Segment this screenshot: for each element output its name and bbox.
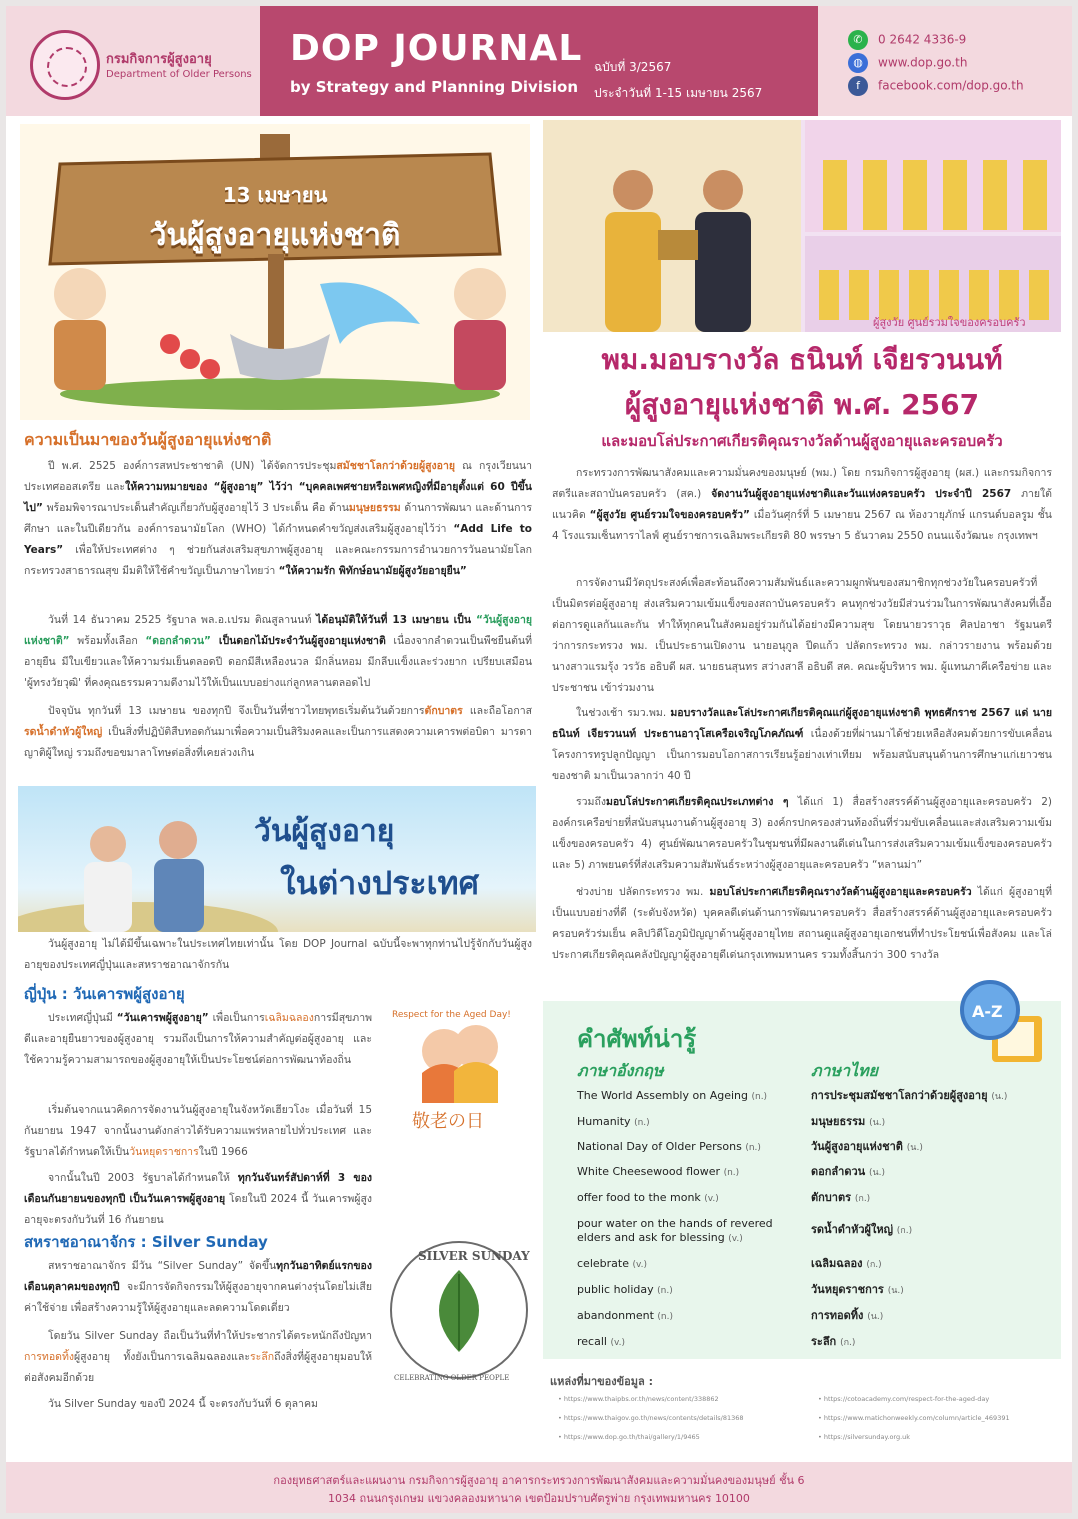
japan-paragraph-1: ประเทศญี่ปุ่นมี “วันเคารพผู้สูงอายุ” เพื่อเป็นการเฉลิมฉลองการมีสุขภาพดีและอายุยืนยาวของผู้สูงอายุ รวมถึงเป็นการให้ความสำคัญต่อผู้สูงอายุ และใช้ความรู้ความสามารถของผู้สูงอายุให้เป็นประโยชน์ต่อการพัฒนาท้องถิ่น <box>24 1012 373 1066</box>
contact-facebook[interactable] <box>848 76 1024 96</box>
glossary-term-en: offer food to the monk (v.) <box>577 1191 719 1204</box>
elderly-day-abroad-banner <box>18 786 536 932</box>
glossary-term-en: recall (v.) <box>577 1335 625 1348</box>
japan-paragraph-3: จากนั้นในปี 2003 รัฐบาลได้กำหนดให้ ทุกวันจันทร์สัปดาห์ที่ 3 ของเดือนกันยายนของทุกปี เป็นวันเคารพผู้สูงอายุ โดยในปี 2024 นี้ วันเคารพผู้สูงอายุจะตรงกับวันที่ 16 กันยายน <box>24 1172 372 1226</box>
glossary-term-th: วันผู้สูงอายุแห่งชาติ (น.) <box>811 1140 923 1153</box>
japan-heading: ญี่ปุ่น : วันเคารพผู้สูงอายุ <box>24 985 185 1003</box>
contact-phone <box>848 30 966 50</box>
abroad-title-line-1: วันผู้สูงอายุ <box>254 814 395 849</box>
glossary-term-en: celebrate (v.) <box>577 1257 647 1270</box>
journal-page <box>6 6 1072 1513</box>
award-paragraph-1: กระทรวงการพัฒนาสังคมและความมั่นคงของมนุษย์ (พม.) โดย กรมกิจการผู้สูงอายุ (ผส.) และกรมกิจการสตรีและสถาบันครอบครัว (สค.) จัดงานวันผู้สูงอายุแห่งชาติและวันแห่งครอบครัว ประจำปี 2567 ภายใต้แนวคิด “ผู้สูงวัย ศูนย์รวมใจของครอบครัว” เมื่อวันศุกร์ที่ 5 เมษายน 2567 ณ ห้องวายุภักษ์ แกรนด์บอลรูม ชั้น 4 โรงแรมเซ็นทาราไลฟ์ ศูนย์ราชการเฉลิมพระเกียรติ 80 พรรษา 5 ธันวาคม 2550 ถนนแจ้งวัฒนะ กรุงเทพฯ <box>552 467 1052 542</box>
award-paragraph-3: ในช่วงเช้า รมว.พม. มอบรางวัลและโล่ประกาศเกียรติคุณแก่ผู้สูงอายุแห่งชาติ พุทธศักราช 2567 แด่ นายธนินท์ เจียรวนนท์ ประธานอาวุโสเครือเจริญโภคภัณฑ์ เนื่องด้วยที่ผ่านมาได้ช่วยเหลือสังคมด้วยการขับเคลื่อนโครงการทรูปลูกปัญญา เป็นการมอบโอกาสการเรียนรู้อย่างเท่าเทียม พร้อมสนับสนุนด้านการศึกษาแก่เยาวชนของชาติ มาเป็นเวลากว่า 40 ปี <box>552 707 1052 782</box>
glossary-term-th: มนุษยธรรม (น.) <box>811 1115 886 1128</box>
website-link[interactable]: www.dop.go.th <box>878 55 968 70</box>
source-link[interactable]: • https://www.matichonweekly.com/column/article_469391 <box>818 1414 1010 1422</box>
glossary-term-th: การประชุมสมัชชาโลกว่าด้วยผู้สูงอายุ (น.) <box>811 1089 1008 1102</box>
respect-aged-day-icon <box>384 991 534 1131</box>
uk-paragraph-1: สหราชอาณาจักร มีวัน “Silver Sunday” จัดขึ้นทุกวันอาทิตย์แรกของเดือนตุลาคมของทุกปี จะมีการจัดกิจกรรมให้ผู้สูงอายุจากคนต่างรุ่นโดยไม่เสียค่าใช้จ่าย เพื่อสร้างความรู้ให้ผู้สูงอายุและลดความโดดเดี่ยว <box>24 1260 372 1314</box>
footer-address-line-1: กองยุทธศาสตร์และแผนงาน กรมกิจการผู้สูงอายุ อาคารกระทรวงการพัฒนาสังคมและความมั่นคงของมนุษย์ ชั้น 6 <box>273 1474 805 1487</box>
facebook-link[interactable]: facebook.com/dop.go.th <box>878 78 1024 93</box>
glossary-term-en: public holiday (n.) <box>577 1283 673 1296</box>
sign-title: วันผู้สูงอายุแห่งชาติ <box>149 218 401 253</box>
glossary-term-th: ดอกลำดวน (น.) <box>811 1165 886 1178</box>
a-z-dictionary-icon <box>952 978 1044 1066</box>
sign-date: 13 เมษายน <box>222 183 328 207</box>
contact-website[interactable] <box>848 53 967 73</box>
issue-date: ประจำวันที่ 1-15 เมษายน 2567 <box>594 86 763 100</box>
award-headline-1: พม.มอบรางวัล ธนินท์ เจียรวนนท์ <box>601 343 1003 376</box>
department-seal-icon <box>30 30 100 100</box>
award-headline-2: ผู้สูงอายุแห่งชาติ พ.ศ. 2567 <box>624 388 980 421</box>
silver-sunday-icon <box>384 1230 534 1390</box>
svg-text:CELEBRATING OLDER PEOPLE: CELEBRATING OLDER PEOPLE <box>394 1374 510 1382</box>
glossary-term-en: The World Assembly on Ageing (n.) <box>577 1089 768 1102</box>
award-photo-collage-icon <box>543 120 1061 332</box>
header <box>6 6 1072 116</box>
source-link[interactable]: • https://www.thaigov.go.th/news/contents/details/81368 <box>558 1414 744 1422</box>
history-heading: ความเป็นมาของวันผู้สูงอายุแห่งชาติ <box>24 430 272 449</box>
uk-paragraph-3: วัน Silver Sunday ของปี 2024 นี้ จะตรงกับวันที่ 6 ตุลาคม <box>48 1398 318 1410</box>
award-paragraph-2: การจัดงานมีวัตถุประสงค์เพื่อสะท้อนถึงความสัมพันธ์และความผูกพันของสมาชิกทุกช่วงวัยในครอบครัวที่เป็นมิตรต่อผู้สูงอายุ ส่งเสริมความเข้มแข็งของสถาบันครอบครัว คนทุกช่วงวัยมีส่วนร่วมในการพัฒนาสังคมที่เอื้อต่อการดูแลกันและกัน ทำให้ทุกคนในสังคมอยู่ร่วมกันได้อย่างมีความสุข โดยนายวราวุธ ศิลปอาชา รัฐมนตรีว่าการกระทรวง พม. เป็นประธานเปิดงาน นายอนุกูล ปีดแก้ว ปลัดกระทรวง พม. กล่าวรายงาน พร้อมด้วย นางสาวแรมรุ้ง วรวัธ อธิบดี ผส. นายธนสุนทร สว่างสาลี อธิบดี สค. คณะผู้บริหาร พม. ผู้แทนภาคีเครือข่าย และประชาชน เข้าร่วมงาน <box>552 577 1052 694</box>
glossary-term-th: การทอดทิ้ง (น.) <box>811 1309 884 1322</box>
source-link[interactable]: • https://www.thaipbs.or.th/news/content/338862 <box>558 1395 719 1403</box>
glossary-term-th: รดน้ำดำหัวผู้ใหญ่ (ก.) <box>811 1223 913 1236</box>
photo-banner-text: ผู้สูงวัย ศูนย์รวมใจของครอบครัว <box>873 316 1026 329</box>
glossary-term-en: abandonment (n.) <box>577 1309 673 1322</box>
svg-text:SILVER SUNDAY: SILVER SUNDAY <box>418 1249 530 1263</box>
source-link[interactable]: • https://www.dop.go.th/thai/gallery/1/9465 <box>558 1433 700 1441</box>
source-link[interactable]: • https://silversunday.org.uk <box>818 1433 910 1441</box>
facebook-icon: f <box>848 76 868 96</box>
phone-number: 0 2642 4336-9 <box>878 32 967 47</box>
glossary-term-th: ระลึก (ก.) <box>811 1335 856 1348</box>
glossary-thai-heading: ภาษาไทย <box>811 1061 879 1080</box>
award-paragraph-5: ช่วงบ่าย ปลัดกระทรวง พม. มอบโล่ประกาศเกียรติคุณรางวัลด้านผู้สูงอายุและครอบครัว ได้แก่ ผู้สูงอายุที่เป็นแบบอย่างที่ดี (ระดับจังหวัด) บุคคลดีเด่นด้านการพัฒนาครอบครัว สื่อสร้างสรรค์ด้านผู้สูงอายุและครอบครัว ครอบครัวร่มเย็น คลิปวิดีโอภูมิปัญญาด้านผู้สูงอายุไทย สถานดูแลผู้สูงอายุเอกชนที่ทำประโยชน์เพื่อสังคม และโล่ประกาศเกียรติคุณคลังปัญญาผู้สูงอายุดีเด่นกรุงเทพมหานคร รวมทั้งสิ้นกว่า 300 รางวัล <box>552 886 1052 961</box>
award-ceremony-photos <box>543 120 1061 332</box>
national-elderly-day-illustration <box>20 124 530 420</box>
phone-icon: ✆ <box>848 30 868 50</box>
glossary-term-en: White Cheesewood flower (n.) <box>577 1165 740 1178</box>
award-headline-3: และมอบโล่ประกาศเกียรติคุณรางวัลด้านผู้สูงอายุและครอบครัว <box>601 432 1003 450</box>
signboard-illustration-icon <box>20 124 530 420</box>
department-name-th: กรมกิจการผู้สูงอายุ <box>106 52 212 67</box>
glossary-term-th: ตักบาตร (ก.) <box>811 1191 871 1204</box>
svg-text:敬老の日: 敬老の日 <box>412 1111 484 1131</box>
glossary-term-th: วันหยุดราชการ (น.) <box>811 1283 904 1296</box>
history-paragraph-2: วันที่ 14 ธันวาคม 2525 รัฐบาล พล.อ.เปรม ติณสูลานนท์ ได้อนุมัติให้วันที่ 13 เมษายน เป็น “วันผู้สูงอายุแห่งชาติ” พร้อมทั้งเลือก “ดอกลำดวน” เป็นดอกไม้ประจำวันผู้สูงอายุแห่งชาติ เนื่องจากลำดวนเป็นพืชยืนต้นที่อายุยืน มีใบเขียวและให้ความร่มเย็นตลอดปี ดอกมีสีเหลืองนวล มีกลิ่นหอม มีกลีบแข็งและร่วงยาก เปรียบเสมือน 'ผู้ทรงวัยวุฒิ' ที่คงคุณธรรมความดีงามไว้ให้เป็นแบบอย่างแก่ลูกหลานตลอดไป <box>24 614 533 689</box>
glossary-term-en: National Day of Older Persons (n.) <box>577 1140 761 1153</box>
japan-paragraph-2: เริ่มต้นจากแนวคิดการจัดงานวันผู้สูงอายุในจังหวัดเฮียวโงะ เมื่อวันที่ 15 กันยายน 1947 จากนั้นงานดังกล่าวได้รับความแพร่หลายไปทั่วประเทศ และรัฐบาลได้กำหนดให้เป็นวันหยุดราชการในปี 1966 <box>24 1104 372 1158</box>
glossary-english-heading: ภาษาอังกฤษ <box>577 1061 664 1080</box>
department-name-en: Department of Older Persons <box>106 69 252 80</box>
history-paragraph-3: ปัจจุบัน ทุกวันที่ 13 เมษายน ของทุกปี จึงเป็นวันที่ชาวไทยพุทธเริ่มต้นวันด้วยการตักบาตร และถือโอกาสรดน้ำดำหัวผู้ใหญ่ เป็นสิ่งที่ปฏิบัติสืบทอดกันมาเพื่อความเป็นสิริมงคลและเป็นการแสดงความเคารพต่อบิดา มารดา ญาติผู้ใหญ่ รวมถึงขอขมาลาโทษต่อสิ่งที่เคยล่วงเกิน <box>24 705 532 759</box>
footer-address-line-2: 1034 ถนนกรุงเกษม แขวงคลองมหานาค เขตป้อมปราบศัตรูพ่าย กรุงเทพมหานคร 10100 <box>328 1492 750 1505</box>
issue-number: ฉบับที่ 3/2567 <box>594 60 672 74</box>
source-link[interactable]: • https://cotoacademy.com/respect-for-the-aged-day <box>818 1395 989 1403</box>
footer <box>6 1462 1072 1513</box>
title-banner <box>260 6 818 116</box>
abroad-title-line-2: ในต่างประเทศ <box>280 864 479 902</box>
abroad-intro: วันผู้สูงอายุ ไม่ได้มีขึ้นเฉพาะในประเทศไทยเท่านั้น โดย DOP Journal ฉบับนี้จะพาทุกท่านไปรู้จักกับวันผู้สูงอายุของประเทศญี่ปุ่นและสหราชอาณาจักรกัน <box>24 938 532 971</box>
glossary-term-en: pour water on the hands of revered elders and ask for blessing (v.) <box>577 1217 773 1244</box>
globe-icon: ◍ <box>848 53 868 73</box>
silver-sunday-logo <box>384 1230 534 1390</box>
uk-heading: สหราชอาณาจักร : Silver Sunday <box>24 1233 268 1251</box>
svg-text:Respect for the Aged Day!: Respect for the Aged Day! <box>392 1010 511 1020</box>
uk-paragraph-2: โดยวัน Silver Sunday ถือเป็นวันที่ทำให้ประชากรได้ตระหนักถึงปัญหาการทอดทิ้งผู้สูงอายุ ทั้งยังเป็นการเฉลิมฉลองและระลึกถึงสิ่งที่ผู้สูงอายุมอบให้ต่อสังคมอีกด้วย <box>24 1330 372 1384</box>
journal-subtitle: by Strategy and Planning Division <box>290 78 579 96</box>
respect-for-aged-day-logo <box>384 991 534 1131</box>
glossary-term-en: Humanity (n.) <box>577 1115 650 1128</box>
award-paragraph-4: รวมถึงมอบโล่ประกาศเกียรติคุณประเภทต่าง ๆ ได้แก่ 1) สื่อสร้างสรรค์ด้านผู้สูงอายุและครอบครัว 2) องค์กรเครือข่ายที่สนับสนุนงานด้านผู้สูงอายุ 3) องค์กรปกครองส่วนท้องถิ่นที่ร่วมขับเคลื่อนและส่งเสริมความเข้มแข็งของครอบครัว 4) ศูนย์พัฒนาครอบครัวในชุมชนที่มีผลงานดีเด่นในการส่งเสริมความเข้มแข็งของครอบครัว และ 5) ภาพยนตร์ที่ส่งเสริมความสัมพันธ์ระหว่างผู้สูงอายุและครอบครัว “หลานม่า” <box>552 796 1052 871</box>
sources-heading: แหล่งที่มาของข้อมูล : <box>550 1375 653 1388</box>
history-paragraph-1: ปี พ.ศ. 2525 องค์การสหประชาชาติ (UN) ได้จัดการประชุมสมัชชาโลกว่าด้วยผู้สูงอายุ ณ กรุงเวียนนา ประเทศออสเตรีย และให้ความหมายของ “ผู้สูงอายุ” ไว้ว่า “บุคคลเพศชายหรือเพศหญิงที่มีอายุตั้งแต่ 60 ปีขึ้นไป” พร้อมพิจารณาประเด็นสำคัญเกี่ยวกับผู้สูงอายุไว้ 3 ประเด็น คือ ด้านมนุษยธรรม ด้านการพัฒนา และด้านการศึกษา และในปีเดียวกัน องค์การอนามัยโลก (WHO) ได้กำหนดคำขวัญส่งเสริมผู้สูงอายุไว้ว่า “Add Life to Years” เพื่อให้ประเทศต่าง ๆ ช่วยกันส่งเสริมสุขภาพผู้สูงอายุ และคณะกรรมการอำนวยการวันอนามัยโลก กระทรวงสาธารณสุข มีมติให้ใช้คำขวัญเป็นภาษาไทยว่า “ให้ความรัก พิทักษ์อนามัยผู้สูงวัยอายุยืน” <box>24 460 532 577</box>
glossary-title: คำศัพท์น่ารู้ <box>577 1025 697 1053</box>
svg-text:A-Z: A-Z <box>972 1002 1003 1021</box>
glossary-term-th: เฉลิมฉลอง (ก.) <box>811 1257 882 1270</box>
journal-title: DOP JOURNAL <box>290 28 583 69</box>
